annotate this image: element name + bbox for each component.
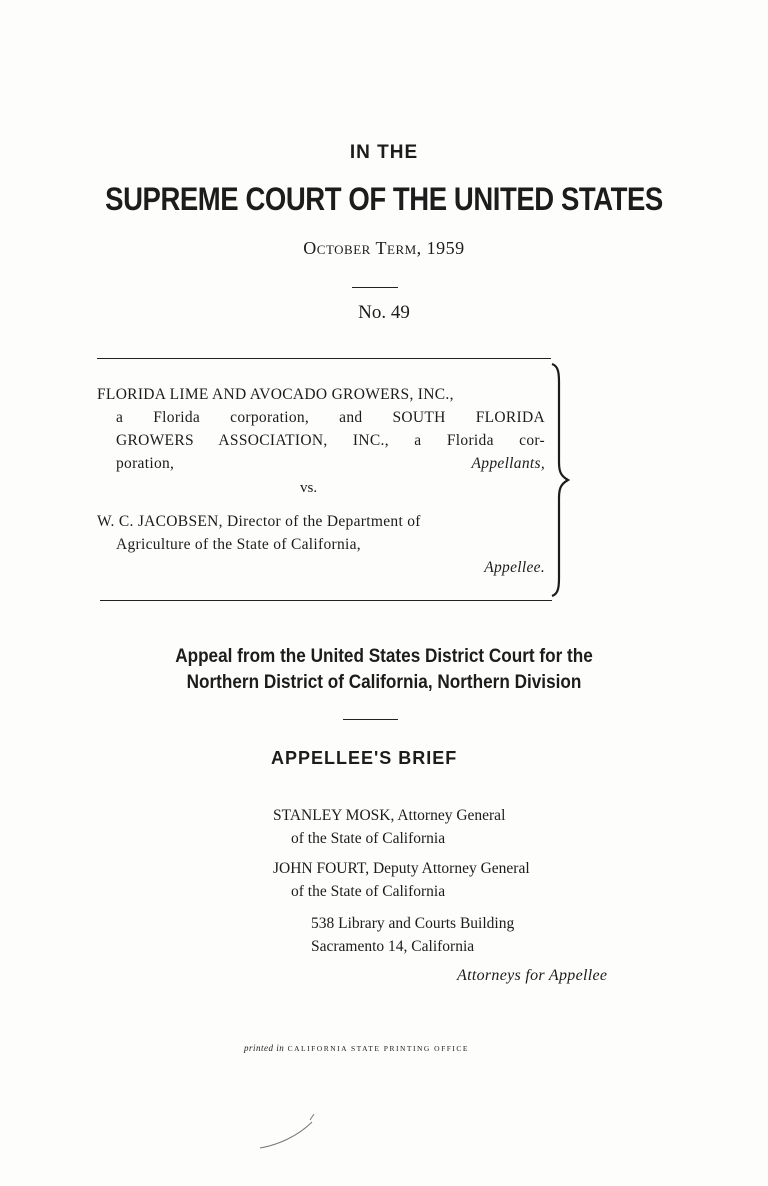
appellants-line-last: [97, 452, 545, 475]
brief-title: APPELLEE'S BRIEF: [271, 748, 458, 768]
attorney-office: of the State of California: [291, 883, 446, 900]
in-the-heading: IN THE: [349, 142, 419, 163]
docket-number: No. 49: [358, 302, 410, 323]
appellants-line: FLORIDA LIME AND AVOCADO GROWERS, INC.,: [97, 386, 454, 403]
appellants-party-block: [97, 383, 545, 475]
appellee-party-block: [97, 510, 545, 579]
printer-imprint: [244, 1043, 469, 1053]
appellee-line: Agriculture of the State of California,: [116, 536, 361, 553]
attorney-name: JOHN FOURT, Deputy Attorney General: [273, 860, 530, 877]
address-block: [311, 912, 514, 958]
appeal-line: Northern District of California, Northern Division: [186, 671, 582, 693]
deputy-attorney-block: [273, 857, 530, 903]
attorney-office: of the State of California: [291, 830, 446, 847]
caption-top-rule: [97, 358, 551, 359]
address-line: 538 Library and Courts Building: [311, 915, 515, 932]
caption-brace: [548, 362, 570, 598]
appellants-role: Appellants,: [471, 455, 545, 472]
versus-label: vs.: [300, 480, 318, 496]
appellants-line: poration,: [116, 455, 175, 472]
appellee-role: Appellee.: [484, 559, 545, 576]
court-name-heading: SUPREME COURT OF THE UNITED STATES: [105, 181, 663, 217]
attorneys-for-label: Attorneys for Appellee: [457, 967, 608, 984]
attorney-name: STANLEY MOSK, Attorney General: [273, 807, 506, 824]
divider-rule: [352, 287, 398, 288]
caption-bottom-rule: [100, 600, 552, 601]
term-line: October Term, 1959: [303, 238, 465, 258]
attorney-general-block: [273, 804, 505, 850]
printer-prefix: printed in: [244, 1043, 285, 1053]
appellee-line: W. C. JACOBSEN, Director of the Department of: [97, 513, 421, 530]
appeal-line: Appeal from the United States District Court for the: [175, 645, 593, 667]
appellants-line: a Florida corporation, and SOUTH FLORIDA: [116, 409, 545, 426]
appeal-statement: [46, 643, 722, 695]
address-line: Sacramento 14, California: [311, 938, 475, 955]
appellants-line: GROWERS ASSOCIATION, INC., a Florida cor-: [116, 432, 545, 449]
pencil-mark-icon: [258, 1112, 318, 1152]
divider-rule: [343, 719, 398, 720]
printer-office: CALIFORNIA STATE PRINTING OFFICE: [287, 1044, 469, 1053]
